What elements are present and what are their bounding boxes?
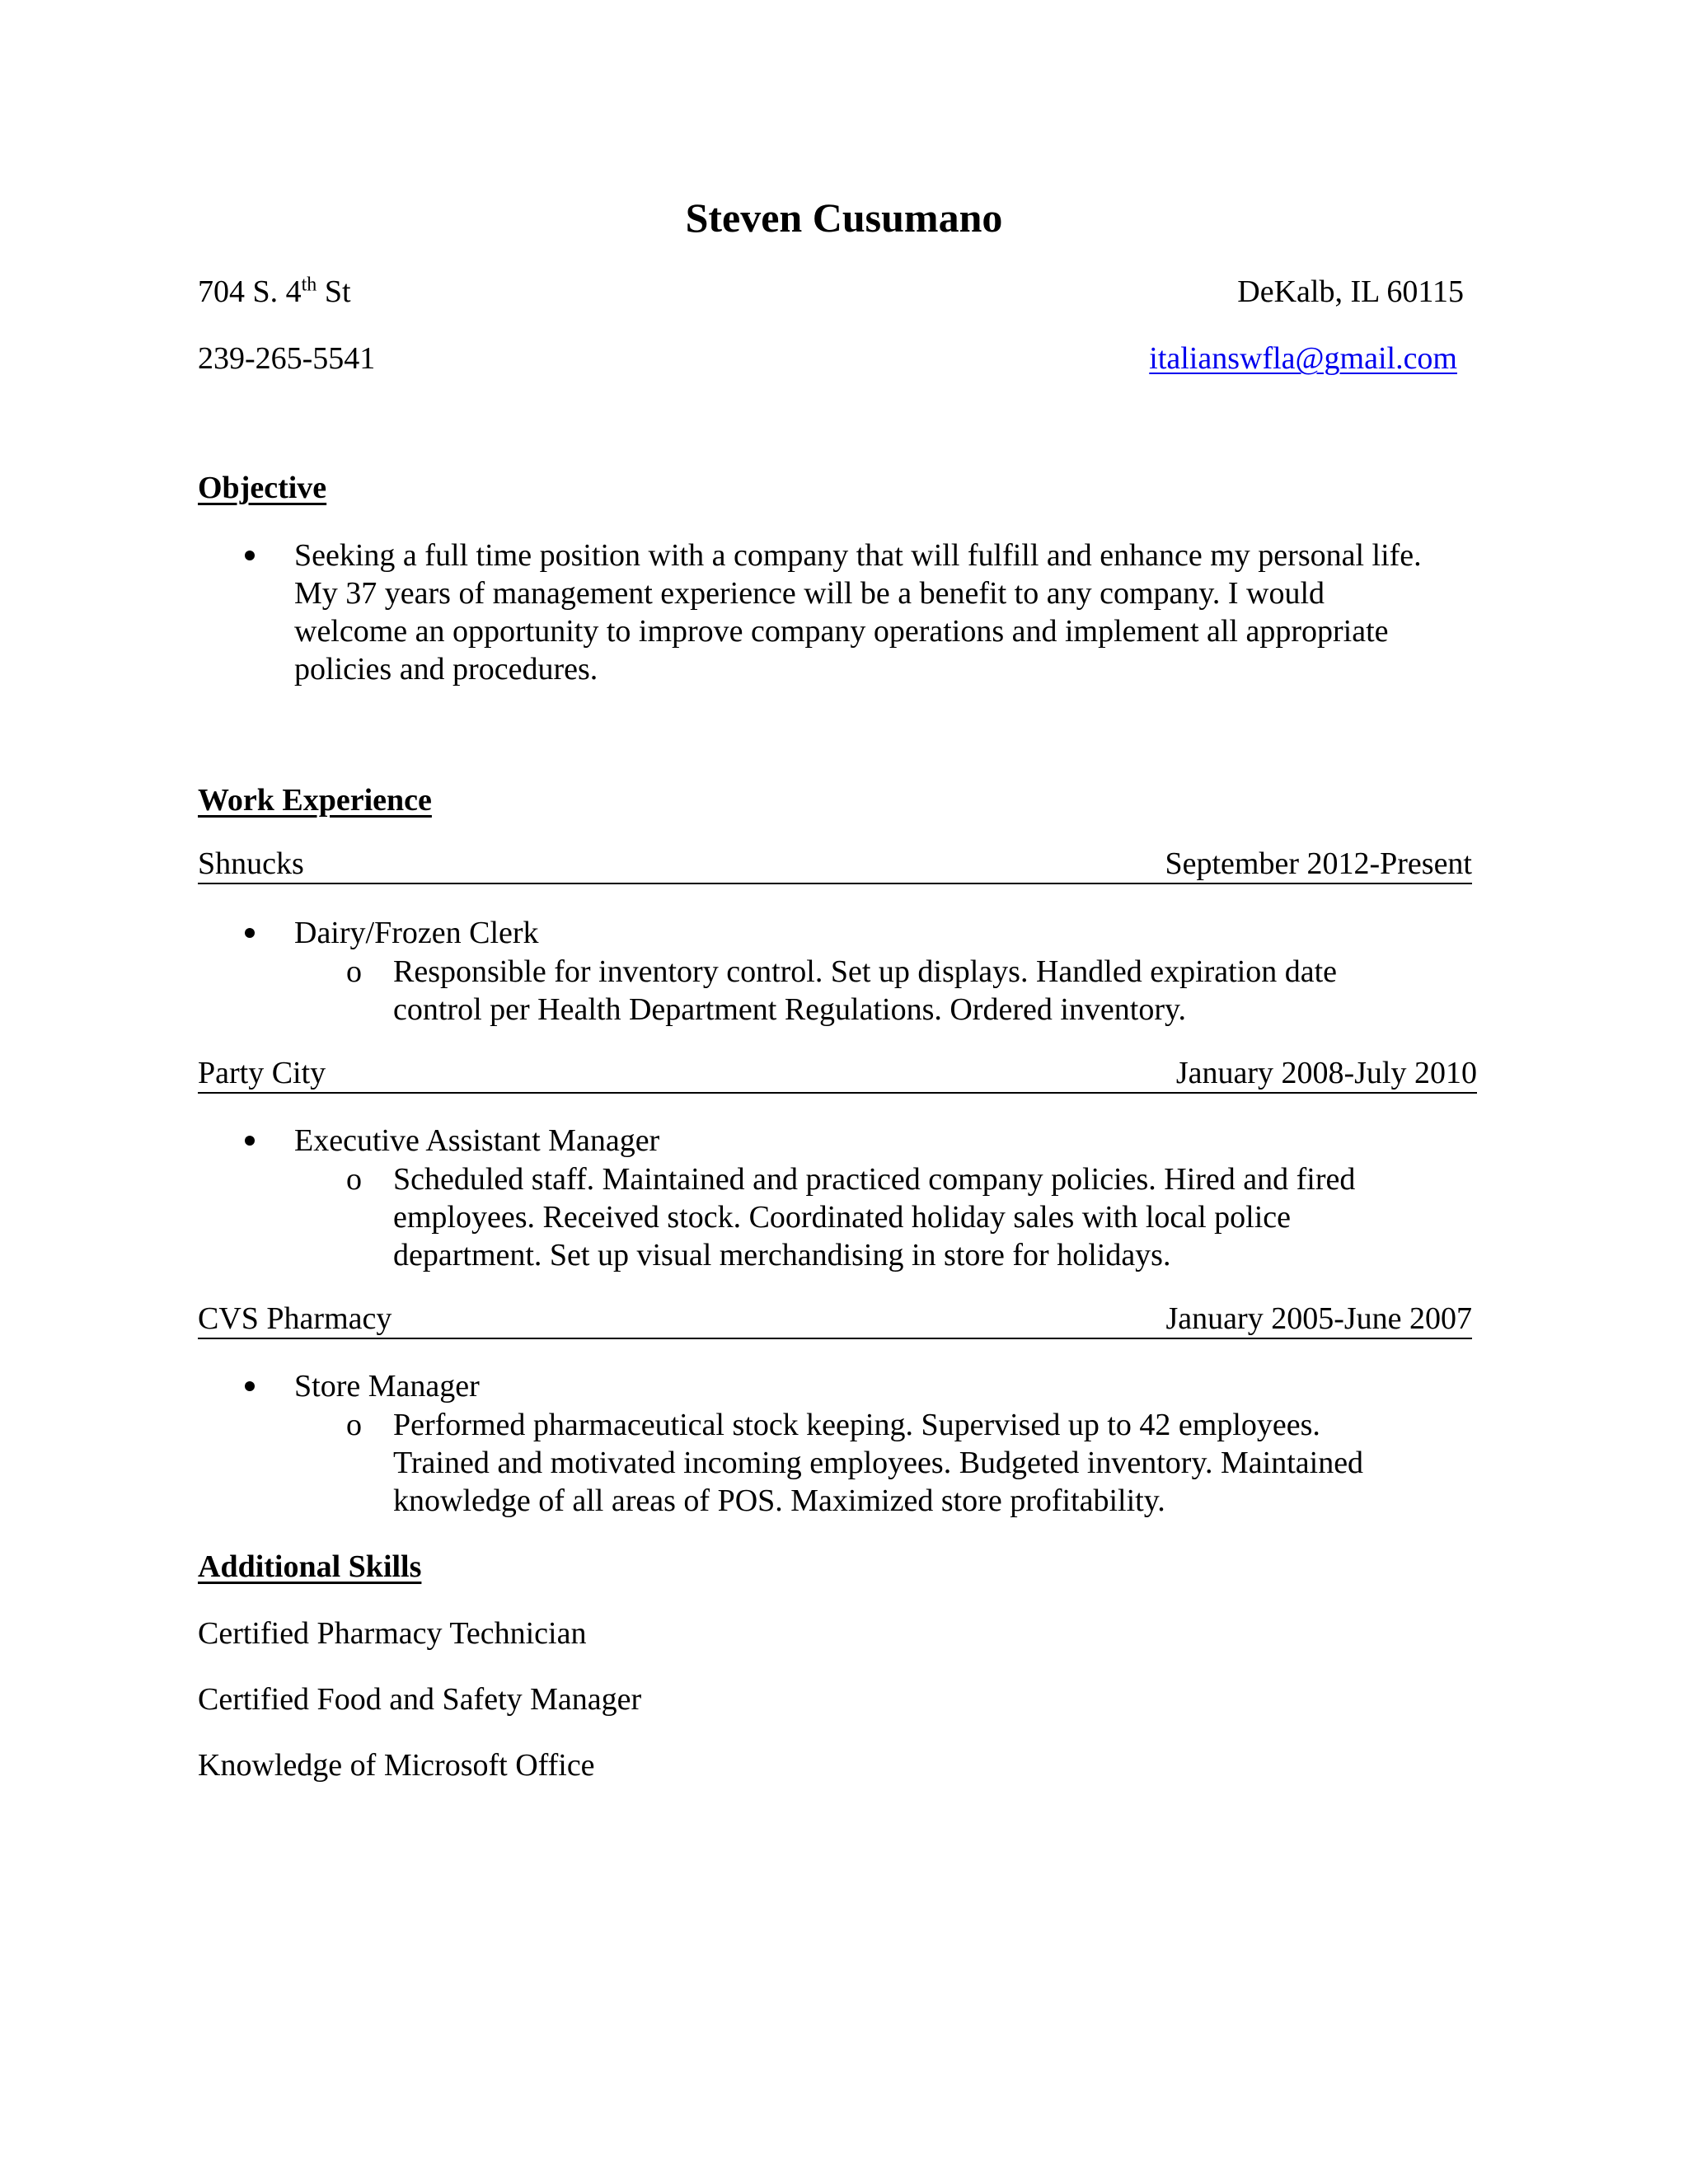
objective-line: welcome an opportunity to improve company operations and implement all appropriate [294,614,1389,649]
job-detail-line: knowledge of all areas of POS. Maximized store profitability. [393,1483,1165,1518]
job-details [393,1406,1363,1520]
additional-skills-heading: Additional Skills [198,1549,422,1584]
job-details [393,1160,1355,1274]
address-superscript: th [301,274,317,296]
job-title: Store Manager [294,1369,480,1404]
job-title: Executive Assistant Manager [294,1123,660,1158]
job-detail-line: Responsible for inventory control. Set up displays. Handled expiration date [393,954,1338,989]
sub-bullet-icon: o [346,1408,362,1442]
address-suffix: St [316,274,351,309]
street-address [198,273,351,311]
sub-bullet-icon: o [346,1162,362,1197]
skill-item: Certified Food and Safety Manager [198,1682,642,1717]
sub-bullet-icon: o [346,954,362,989]
job-detail-line: Trained and motivated incoming employees. Budgeted inventory. Maintained [393,1446,1364,1480]
job-detail-line: employees. Received stock. Coordinated holiday sales with local police [393,1200,1292,1235]
email-link[interactable]: italianswfla@gmail.com [1149,341,1457,376]
employment-dates: January 2008-July 2010 [1175,1056,1477,1090]
job-detail-line: Performed pharmaceutical stock keeping. Supervised up to 42 employees. [393,1408,1320,1442]
objective-bullet-icon [245,551,255,560]
objective-text [294,537,1422,688]
address-text: 704 S. 4 [198,274,302,309]
city-state-zip: DeKalb, IL 60115 [1237,274,1464,309]
skill-item: Certified Pharmacy Technician [198,1616,587,1651]
job-title-bullet-icon [245,1136,255,1146]
job-header-cvs-pharmacy [198,1300,1472,1339]
objective-line: My 37 years of management experience will be a benefit to any company. I would [294,576,1325,611]
skill-item: Knowledge of Microsoft Office [198,1748,595,1783]
job-title-bullet-icon [245,1381,255,1391]
objective-line: Seeking a full time position with a company that will fulfill and enhance my personal life. [294,538,1422,573]
phone-number: 239-265-5541 [198,341,376,376]
objective-line: policies and procedures. [294,652,598,687]
job-title-bullet-icon [245,928,255,938]
employment-dates: January 2005-June 2007 [1165,1301,1472,1336]
job-detail-line: control per Health Department Regulations. Ordered inventory. [393,992,1187,1027]
job-header-shnucks [198,845,1472,884]
company-name: CVS Pharmacy [198,1301,392,1336]
job-header-party-city [198,1054,1477,1094]
job-title: Dairy/Frozen Clerk [294,916,539,950]
company-name: Party City [198,1056,326,1090]
company-name: Shnucks [198,846,304,881]
objective-heading: Objective [198,471,327,505]
job-detail-line: department. Set up visual merchandising in store for holidays. [393,1238,1171,1272]
employment-dates: September 2012-Present [1165,846,1472,881]
candidate-name: Steven Cusumano [685,194,1003,241]
work-experience-heading: Work Experience [198,783,432,818]
job-details [393,953,1337,1029]
job-detail-line: Scheduled staff. Maintained and practiced company policies. Hired and fired [393,1162,1356,1197]
